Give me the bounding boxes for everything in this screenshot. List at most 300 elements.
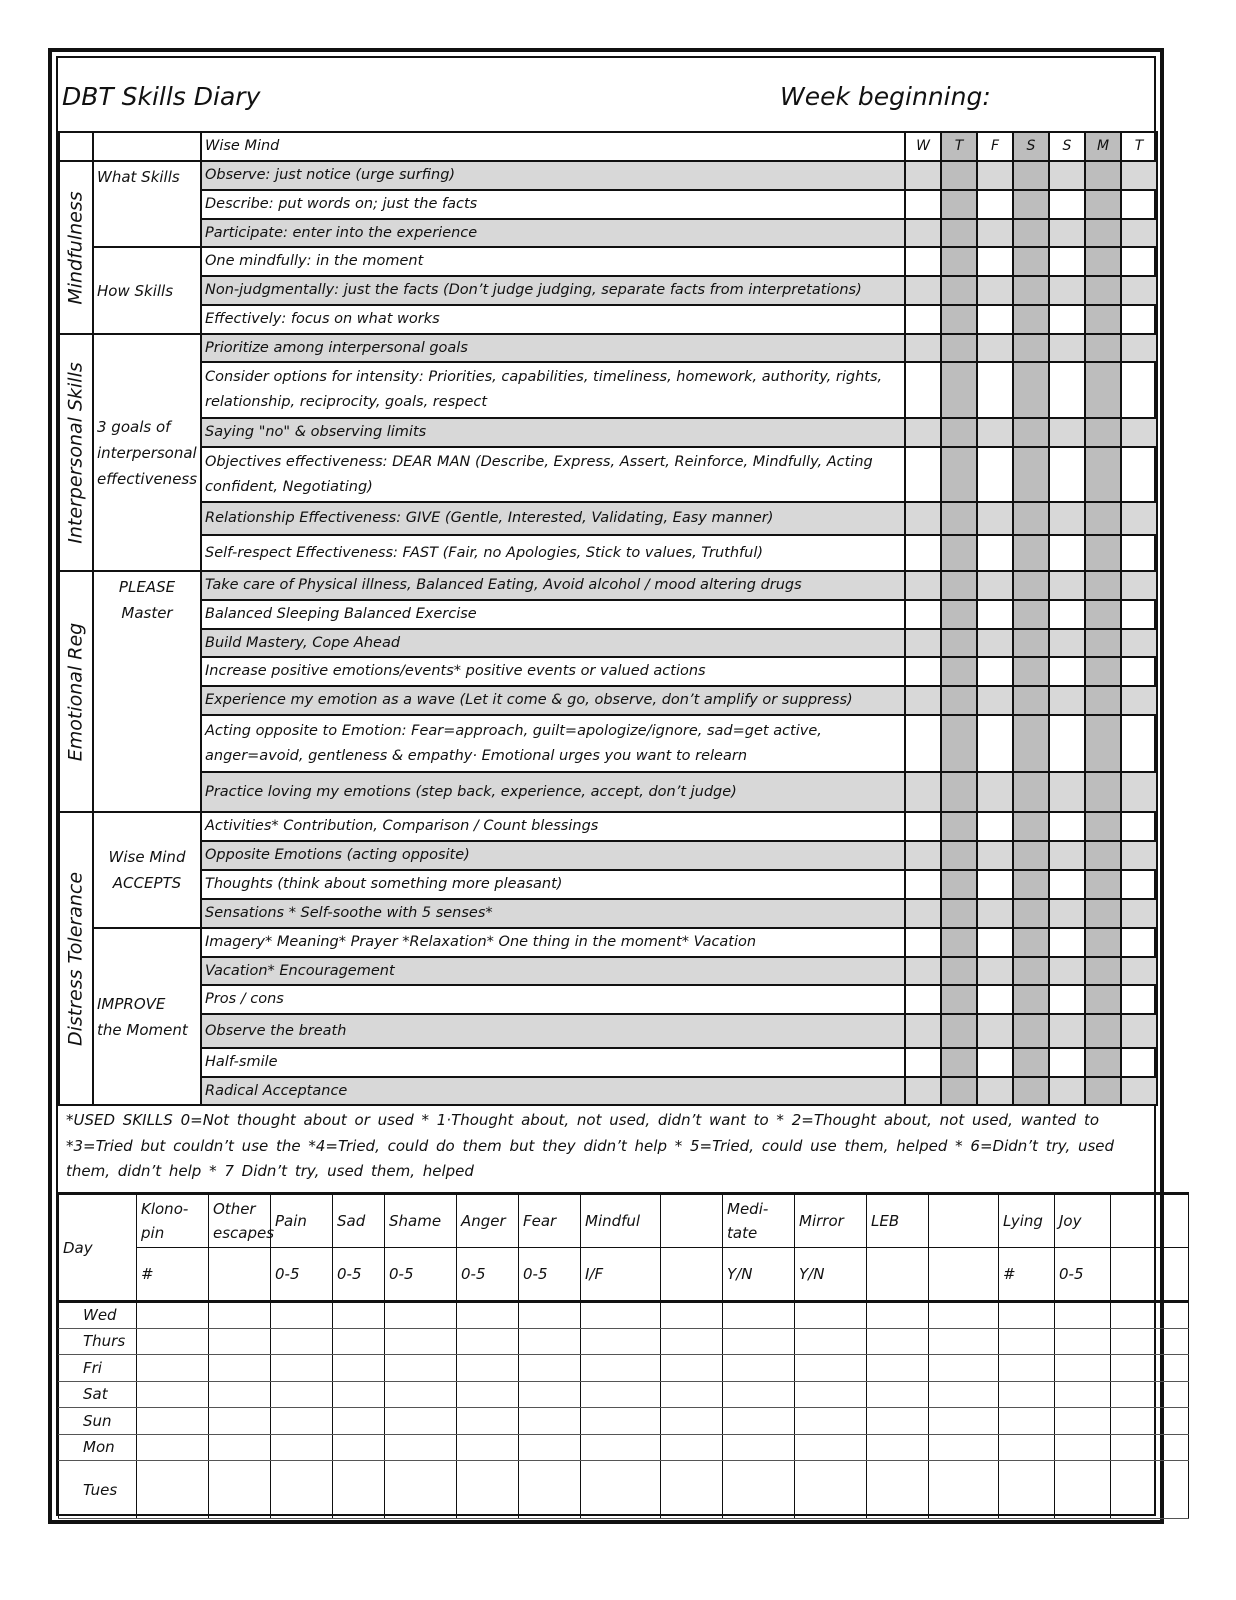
- tracker-entry-cell[interactable]: [929, 1328, 999, 1355]
- tracker-entry-cell[interactable]: [1111, 1302, 1189, 1329]
- tracker-entry-cell[interactable]: [1111, 1381, 1189, 1408]
- tracker-entry-cell[interactable]: [457, 1461, 519, 1519]
- tracker-entry-cell[interactable]: [1055, 1381, 1111, 1408]
- rating-cell[interactable]: [1121, 190, 1157, 219]
- rating-cell[interactable]: [1013, 161, 1049, 190]
- rating-cell[interactable]: [941, 502, 977, 535]
- tracker-entry-cell[interactable]: [271, 1355, 333, 1382]
- rating-cell[interactable]: [1049, 161, 1085, 190]
- rating-cell[interactable]: [941, 219, 977, 247]
- rating-cell[interactable]: [1013, 276, 1049, 305]
- rating-cell[interactable]: [1121, 772, 1157, 812]
- tracker-entry-cell[interactable]: [1055, 1434, 1111, 1461]
- rating-cell[interactable]: [1085, 247, 1121, 276]
- rating-cell[interactable]: [1049, 629, 1085, 657]
- rating-cell[interactable]: [1121, 870, 1157, 899]
- rating-cell[interactable]: [1049, 447, 1085, 502]
- tracker-entry-cell[interactable]: [271, 1408, 333, 1435]
- rating-cell[interactable]: [1085, 600, 1121, 629]
- tracker-entry-cell[interactable]: [929, 1461, 999, 1519]
- tracker-entry-cell[interactable]: [999, 1328, 1055, 1355]
- rating-cell[interactable]: [1121, 447, 1157, 502]
- tracker-entry-cell[interactable]: [385, 1408, 457, 1435]
- tracker-entry-cell[interactable]: [137, 1355, 209, 1382]
- rating-cell[interactable]: [1085, 629, 1121, 657]
- tracker-entry-cell[interactable]: [795, 1381, 867, 1408]
- rating-cell[interactable]: [1049, 247, 1085, 276]
- rating-cell[interactable]: [905, 502, 941, 535]
- tracker-entry-cell[interactable]: [519, 1461, 581, 1519]
- tracker-entry-cell[interactable]: [271, 1461, 333, 1519]
- rating-cell[interactable]: [1121, 418, 1157, 447]
- tracker-entry-cell[interactable]: [385, 1355, 457, 1382]
- tracker-entry-cell[interactable]: [661, 1434, 723, 1461]
- rating-cell[interactable]: [941, 190, 977, 219]
- tracker-entry-cell[interactable]: [333, 1355, 385, 1382]
- tracker-entry-cell[interactable]: [929, 1434, 999, 1461]
- rating-cell[interactable]: [905, 657, 941, 686]
- rating-cell[interactable]: [1085, 928, 1121, 957]
- tracker-entry-cell[interactable]: [519, 1408, 581, 1435]
- rating-cell[interactable]: [905, 812, 941, 841]
- rating-cell[interactable]: [1049, 1048, 1085, 1077]
- tracker-entry-cell[interactable]: [581, 1381, 661, 1408]
- rating-cell[interactable]: [1013, 985, 1049, 1014]
- rating-cell[interactable]: [1121, 1014, 1157, 1048]
- rating-cell[interactable]: [1013, 870, 1049, 899]
- rating-cell[interactable]: [1049, 418, 1085, 447]
- rating-cell[interactable]: [1013, 1077, 1049, 1105]
- rating-cell[interactable]: [905, 841, 941, 870]
- rating-cell[interactable]: [1049, 899, 1085, 928]
- tracker-entry-cell[interactable]: [1055, 1355, 1111, 1382]
- rating-cell[interactable]: [977, 928, 1013, 957]
- rating-cell[interactable]: [977, 362, 1013, 418]
- rating-cell[interactable]: [1049, 957, 1085, 985]
- tracker-entry-cell[interactable]: [999, 1381, 1055, 1408]
- rating-cell[interactable]: [905, 1048, 941, 1077]
- rating-cell[interactable]: [1013, 535, 1049, 571]
- rating-cell[interactable]: [977, 985, 1013, 1014]
- rating-cell[interactable]: [1049, 715, 1085, 772]
- rating-cell[interactable]: [941, 535, 977, 571]
- tracker-entry-cell[interactable]: [661, 1408, 723, 1435]
- tracker-entry-cell[interactable]: [457, 1434, 519, 1461]
- rating-cell[interactable]: [1085, 772, 1121, 812]
- rating-cell[interactable]: [941, 1014, 977, 1048]
- tracker-entry-cell[interactable]: [271, 1302, 333, 1329]
- rating-cell[interactable]: [905, 571, 941, 600]
- tracker-entry-cell[interactable]: [1111, 1355, 1189, 1382]
- rating-cell[interactable]: [1049, 1014, 1085, 1048]
- rating-cell[interactable]: [1049, 219, 1085, 247]
- rating-cell[interactable]: [1013, 657, 1049, 686]
- rating-cell[interactable]: [941, 571, 977, 600]
- rating-cell[interactable]: [1121, 629, 1157, 657]
- tracker-entry-cell[interactable]: [795, 1408, 867, 1435]
- rating-cell[interactable]: [1013, 362, 1049, 418]
- rating-cell[interactable]: [905, 1077, 941, 1105]
- rating-cell[interactable]: [905, 957, 941, 985]
- tracker-entry-cell[interactable]: [385, 1461, 457, 1519]
- rating-cell[interactable]: [1049, 1077, 1085, 1105]
- rating-cell[interactable]: [941, 600, 977, 629]
- tracker-entry-cell[interactable]: [457, 1328, 519, 1355]
- rating-cell[interactable]: [1085, 870, 1121, 899]
- rating-cell[interactable]: [941, 841, 977, 870]
- tracker-entry-cell[interactable]: [209, 1355, 271, 1382]
- rating-cell[interactable]: [977, 1014, 1013, 1048]
- rating-cell[interactable]: [941, 161, 977, 190]
- rating-cell[interactable]: [1121, 899, 1157, 928]
- rating-cell[interactable]: [941, 657, 977, 686]
- tracker-entry-cell[interactable]: [581, 1434, 661, 1461]
- rating-cell[interactable]: [1049, 928, 1085, 957]
- rating-cell[interactable]: [1085, 219, 1121, 247]
- rating-cell[interactable]: [1049, 870, 1085, 899]
- rating-cell[interactable]: [905, 629, 941, 657]
- rating-cell[interactable]: [977, 305, 1013, 334]
- tracker-entry-cell[interactable]: [209, 1461, 271, 1519]
- rating-cell[interactable]: [977, 571, 1013, 600]
- rating-cell[interactable]: [977, 190, 1013, 219]
- tracker-entry-cell[interactable]: [867, 1328, 929, 1355]
- rating-cell[interactable]: [1013, 418, 1049, 447]
- rating-cell[interactable]: [1013, 957, 1049, 985]
- rating-cell[interactable]: [1085, 686, 1121, 715]
- rating-cell[interactable]: [1049, 985, 1085, 1014]
- rating-cell[interactable]: [1013, 447, 1049, 502]
- rating-cell[interactable]: [941, 334, 977, 362]
- rating-cell[interactable]: [1049, 600, 1085, 629]
- rating-cell[interactable]: [1121, 657, 1157, 686]
- rating-cell[interactable]: [941, 772, 977, 812]
- tracker-entry-cell[interactable]: [333, 1381, 385, 1408]
- rating-cell[interactable]: [941, 928, 977, 957]
- tracker-entry-cell[interactable]: [661, 1328, 723, 1355]
- tracker-entry-cell[interactable]: [999, 1461, 1055, 1519]
- rating-cell[interactable]: [1085, 985, 1121, 1014]
- tracker-entry-cell[interactable]: [1055, 1328, 1111, 1355]
- rating-cell[interactable]: [1049, 190, 1085, 219]
- tracker-entry-cell[interactable]: [1111, 1434, 1189, 1461]
- tracker-entry-cell[interactable]: [137, 1302, 209, 1329]
- tracker-entry-cell[interactable]: [333, 1328, 385, 1355]
- tracker-entry-cell[interactable]: [661, 1302, 723, 1329]
- rating-cell[interactable]: [1085, 899, 1121, 928]
- rating-cell[interactable]: [1049, 686, 1085, 715]
- tracker-entry-cell[interactable]: [519, 1328, 581, 1355]
- tracker-entry-cell[interactable]: [519, 1381, 581, 1408]
- tracker-entry-cell[interactable]: [137, 1381, 209, 1408]
- tracker-entry-cell[interactable]: [385, 1381, 457, 1408]
- rating-cell[interactable]: [1121, 362, 1157, 418]
- rating-cell[interactable]: [1049, 772, 1085, 812]
- rating-cell[interactable]: [977, 1048, 1013, 1077]
- tracker-entry-cell[interactable]: [333, 1302, 385, 1329]
- rating-cell[interactable]: [941, 715, 977, 772]
- rating-cell[interactable]: [941, 1048, 977, 1077]
- tracker-entry-cell[interactable]: [137, 1328, 209, 1355]
- tracker-entry-cell[interactable]: [519, 1434, 581, 1461]
- rating-cell[interactable]: [1013, 686, 1049, 715]
- rating-cell[interactable]: [1121, 276, 1157, 305]
- tracker-entry-cell[interactable]: [723, 1302, 795, 1329]
- tracker-entry-cell[interactable]: [137, 1434, 209, 1461]
- rating-cell[interactable]: [977, 161, 1013, 190]
- tracker-entry-cell[interactable]: [867, 1302, 929, 1329]
- rating-cell[interactable]: [1121, 305, 1157, 334]
- rating-cell[interactable]: [941, 629, 977, 657]
- tracker-entry-cell[interactable]: [385, 1302, 457, 1329]
- rating-cell[interactable]: [1049, 535, 1085, 571]
- tracker-entry-cell[interactable]: [137, 1408, 209, 1435]
- rating-cell[interactable]: [1121, 715, 1157, 772]
- rating-cell[interactable]: [1121, 571, 1157, 600]
- rating-cell[interactable]: [1085, 418, 1121, 447]
- tracker-entry-cell[interactable]: [457, 1355, 519, 1382]
- rating-cell[interactable]: [905, 772, 941, 812]
- tracker-entry-cell[interactable]: [723, 1408, 795, 1435]
- tracker-entry-cell[interactable]: [795, 1434, 867, 1461]
- rating-cell[interactable]: [1049, 334, 1085, 362]
- rating-cell[interactable]: [1013, 190, 1049, 219]
- rating-cell[interactable]: [977, 535, 1013, 571]
- rating-cell[interactable]: [941, 276, 977, 305]
- rating-cell[interactable]: [1085, 190, 1121, 219]
- tracker-entry-cell[interactable]: [457, 1302, 519, 1329]
- rating-cell[interactable]: [905, 305, 941, 334]
- tracker-entry-cell[interactable]: [209, 1408, 271, 1435]
- tracker-entry-cell[interactable]: [385, 1328, 457, 1355]
- rating-cell[interactable]: [905, 535, 941, 571]
- tracker-entry-cell[interactable]: [519, 1302, 581, 1329]
- rating-cell[interactable]: [1121, 600, 1157, 629]
- rating-cell[interactable]: [905, 1014, 941, 1048]
- rating-cell[interactable]: [941, 870, 977, 899]
- rating-cell[interactable]: [977, 629, 1013, 657]
- tracker-entry-cell[interactable]: [333, 1408, 385, 1435]
- tracker-entry-cell[interactable]: [723, 1355, 795, 1382]
- tracker-entry-cell[interactable]: [137, 1461, 209, 1519]
- rating-cell[interactable]: [1085, 334, 1121, 362]
- rating-cell[interactable]: [977, 899, 1013, 928]
- rating-cell[interactable]: [1121, 1077, 1157, 1105]
- tracker-entry-cell[interactable]: [867, 1408, 929, 1435]
- rating-cell[interactable]: [977, 812, 1013, 841]
- rating-cell[interactable]: [1121, 535, 1157, 571]
- rating-cell[interactable]: [1085, 362, 1121, 418]
- rating-cell[interactable]: [1121, 841, 1157, 870]
- rating-cell[interactable]: [977, 334, 1013, 362]
- rating-cell[interactable]: [977, 1077, 1013, 1105]
- tracker-entry-cell[interactable]: [999, 1434, 1055, 1461]
- rating-cell[interactable]: [1085, 841, 1121, 870]
- rating-cell[interactable]: [941, 985, 977, 1014]
- rating-cell[interactable]: [977, 870, 1013, 899]
- rating-cell[interactable]: [1085, 1048, 1121, 1077]
- tracker-entry-cell[interactable]: [581, 1355, 661, 1382]
- tracker-entry-cell[interactable]: [519, 1355, 581, 1382]
- tracker-entry-cell[interactable]: [209, 1302, 271, 1329]
- rating-cell[interactable]: [1121, 502, 1157, 535]
- tracker-entry-cell[interactable]: [1111, 1408, 1189, 1435]
- rating-cell[interactable]: [905, 870, 941, 899]
- rating-cell[interactable]: [1121, 161, 1157, 190]
- rating-cell[interactable]: [1013, 219, 1049, 247]
- tracker-entry-cell[interactable]: [867, 1355, 929, 1382]
- rating-cell[interactable]: [1049, 841, 1085, 870]
- rating-cell[interactable]: [1049, 657, 1085, 686]
- rating-cell[interactable]: [977, 686, 1013, 715]
- rating-cell[interactable]: [977, 447, 1013, 502]
- tracker-entry-cell[interactable]: [929, 1302, 999, 1329]
- rating-cell[interactable]: [1085, 535, 1121, 571]
- rating-cell[interactable]: [1085, 657, 1121, 686]
- rating-cell[interactable]: [1085, 1077, 1121, 1105]
- tracker-entry-cell[interactable]: [929, 1408, 999, 1435]
- rating-cell[interactable]: [1049, 276, 1085, 305]
- tracker-entry-cell[interactable]: [1055, 1461, 1111, 1519]
- rating-cell[interactable]: [1085, 957, 1121, 985]
- tracker-entry-cell[interactable]: [999, 1355, 1055, 1382]
- rating-cell[interactable]: [1013, 1048, 1049, 1077]
- tracker-entry-cell[interactable]: [867, 1434, 929, 1461]
- tracker-entry-cell[interactable]: [457, 1381, 519, 1408]
- tracker-entry-cell[interactable]: [661, 1381, 723, 1408]
- tracker-entry-cell[interactable]: [795, 1328, 867, 1355]
- rating-cell[interactable]: [941, 899, 977, 928]
- rating-cell[interactable]: [941, 418, 977, 447]
- rating-cell[interactable]: [941, 305, 977, 334]
- tracker-entry-cell[interactable]: [1055, 1408, 1111, 1435]
- tracker-entry-cell[interactable]: [723, 1461, 795, 1519]
- tracker-entry-cell[interactable]: [795, 1302, 867, 1329]
- rating-cell[interactable]: [1013, 247, 1049, 276]
- rating-cell[interactable]: [1013, 1014, 1049, 1048]
- rating-cell[interactable]: [977, 841, 1013, 870]
- tracker-entry-cell[interactable]: [929, 1381, 999, 1408]
- rating-cell[interactable]: [905, 219, 941, 247]
- tracker-entry-cell[interactable]: [795, 1355, 867, 1382]
- rating-cell[interactable]: [1013, 502, 1049, 535]
- tracker-entry-cell[interactable]: [333, 1434, 385, 1461]
- rating-cell[interactable]: [1013, 305, 1049, 334]
- tracker-entry-cell[interactable]: [271, 1381, 333, 1408]
- rating-cell[interactable]: [1121, 985, 1157, 1014]
- rating-cell[interactable]: [941, 957, 977, 985]
- rating-cell[interactable]: [977, 600, 1013, 629]
- rating-cell[interactable]: [977, 276, 1013, 305]
- rating-cell[interactable]: [977, 418, 1013, 447]
- rating-cell[interactable]: [905, 715, 941, 772]
- rating-cell[interactable]: [905, 334, 941, 362]
- rating-cell[interactable]: [1013, 928, 1049, 957]
- rating-cell[interactable]: [1121, 247, 1157, 276]
- rating-cell[interactable]: [1121, 219, 1157, 247]
- tracker-entry-cell[interactable]: [867, 1381, 929, 1408]
- rating-cell[interactable]: [1121, 928, 1157, 957]
- tracker-entry-cell[interactable]: [457, 1408, 519, 1435]
- tracker-entry-cell[interactable]: [999, 1408, 1055, 1435]
- rating-cell[interactable]: [1013, 629, 1049, 657]
- rating-cell[interactable]: [1085, 715, 1121, 772]
- rating-cell[interactable]: [977, 772, 1013, 812]
- tracker-entry-cell[interactable]: [723, 1381, 795, 1408]
- rating-cell[interactable]: [1049, 362, 1085, 418]
- rating-cell[interactable]: [1121, 1048, 1157, 1077]
- rating-cell[interactable]: [1013, 600, 1049, 629]
- tracker-entry-cell[interactable]: [581, 1302, 661, 1329]
- tracker-entry-cell[interactable]: [333, 1461, 385, 1519]
- tracker-entry-cell[interactable]: [723, 1328, 795, 1355]
- tracker-entry-cell[interactable]: [661, 1461, 723, 1519]
- rating-cell[interactable]: [977, 957, 1013, 985]
- rating-cell[interactable]: [941, 362, 977, 418]
- rating-cell[interactable]: [905, 899, 941, 928]
- rating-cell[interactable]: [1121, 812, 1157, 841]
- tracker-entry-cell[interactable]: [661, 1355, 723, 1382]
- rating-cell[interactable]: [1013, 715, 1049, 772]
- rating-cell[interactable]: [905, 928, 941, 957]
- tracker-entry-cell[interactable]: [581, 1328, 661, 1355]
- rating-cell[interactable]: [1121, 957, 1157, 985]
- rating-cell[interactable]: [1049, 812, 1085, 841]
- rating-cell[interactable]: [977, 657, 1013, 686]
- rating-cell[interactable]: [1085, 1014, 1121, 1048]
- rating-cell[interactable]: [1085, 305, 1121, 334]
- rating-cell[interactable]: [1013, 841, 1049, 870]
- rating-cell[interactable]: [905, 247, 941, 276]
- tracker-entry-cell[interactable]: [1055, 1302, 1111, 1329]
- rating-cell[interactable]: [905, 276, 941, 305]
- rating-cell[interactable]: [1121, 334, 1157, 362]
- rating-cell[interactable]: [905, 985, 941, 1014]
- rating-cell[interactable]: [1085, 812, 1121, 841]
- rating-cell[interactable]: [1049, 571, 1085, 600]
- rating-cell[interactable]: [905, 686, 941, 715]
- rating-cell[interactable]: [905, 190, 941, 219]
- tracker-entry-cell[interactable]: [581, 1408, 661, 1435]
- rating-cell[interactable]: [1013, 812, 1049, 841]
- rating-cell[interactable]: [1049, 305, 1085, 334]
- rating-cell[interactable]: [905, 418, 941, 447]
- rating-cell[interactable]: [1085, 161, 1121, 190]
- rating-cell[interactable]: [1085, 276, 1121, 305]
- rating-cell[interactable]: [1013, 899, 1049, 928]
- rating-cell[interactable]: [1013, 571, 1049, 600]
- tracker-entry-cell[interactable]: [723, 1434, 795, 1461]
- rating-cell[interactable]: [1013, 334, 1049, 362]
- rating-cell[interactable]: [1049, 502, 1085, 535]
- rating-cell[interactable]: [1121, 686, 1157, 715]
- rating-cell[interactable]: [977, 502, 1013, 535]
- rating-cell[interactable]: [977, 247, 1013, 276]
- rating-cell[interactable]: [941, 1077, 977, 1105]
- tracker-entry-cell[interactable]: [581, 1461, 661, 1519]
- tracker-entry-cell[interactable]: [795, 1461, 867, 1519]
- tracker-entry-cell[interactable]: [271, 1434, 333, 1461]
- rating-cell[interactable]: [1085, 502, 1121, 535]
- tracker-entry-cell[interactable]: [271, 1328, 333, 1355]
- rating-cell[interactable]: [941, 686, 977, 715]
- rating-cell[interactable]: [1085, 447, 1121, 502]
- tracker-entry-cell[interactable]: [929, 1355, 999, 1382]
- tracker-entry-cell[interactable]: [1111, 1461, 1189, 1519]
- tracker-entry-cell[interactable]: [209, 1381, 271, 1408]
- rating-cell[interactable]: [977, 715, 1013, 772]
- rating-cell[interactable]: [905, 447, 941, 502]
